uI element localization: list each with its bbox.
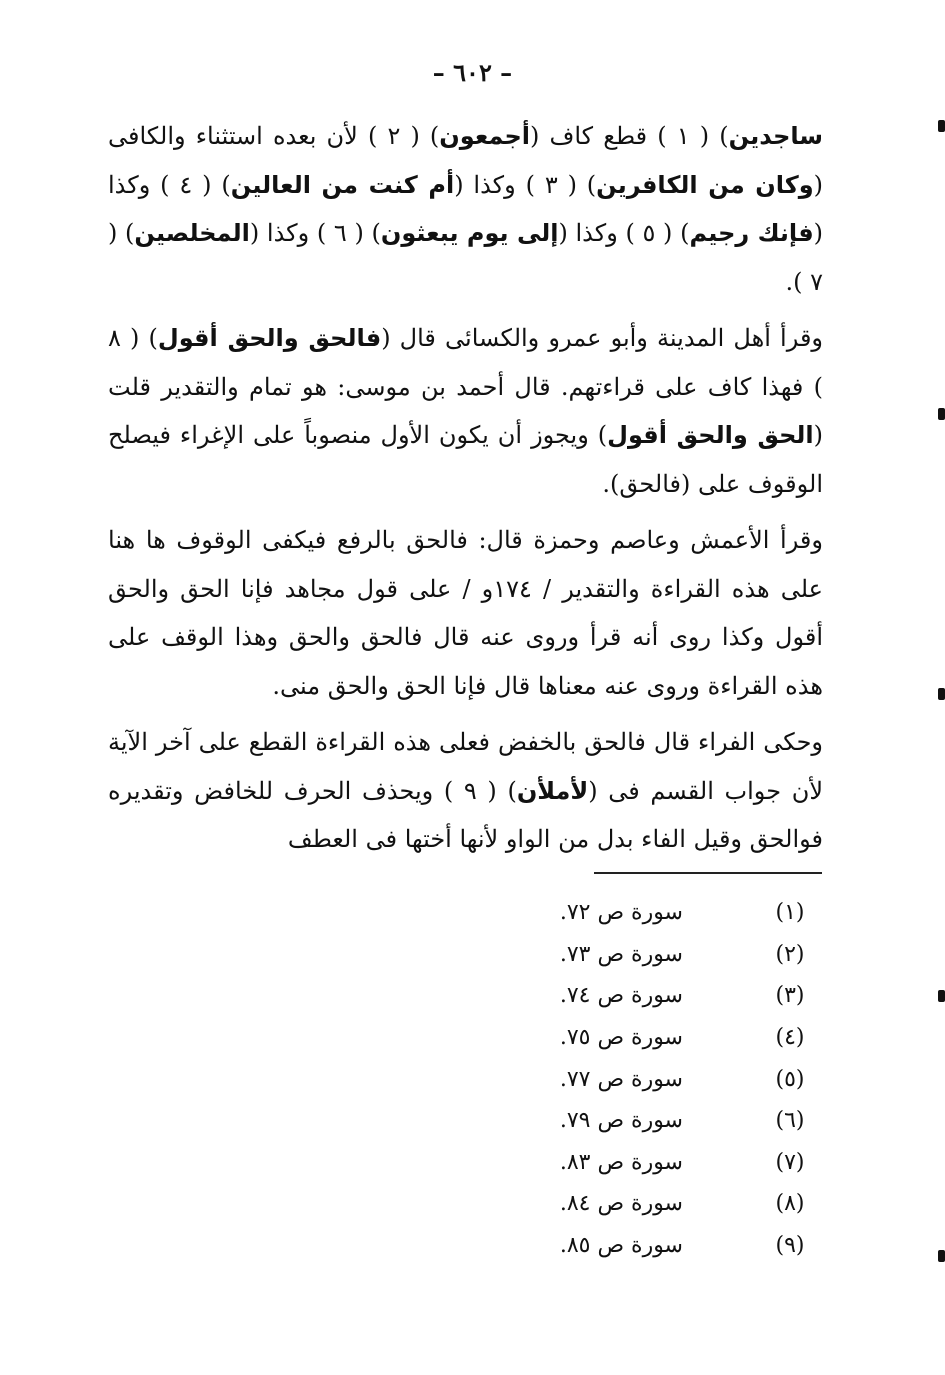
page-number: – ٦٠٢ – [432, 58, 513, 87]
text-run: ) ( ٨ ) فهذا كاف على قراءتهم. قال أحمد بن موسى: هو تمام والتقدير قلت ( [108, 324, 823, 449]
quranic-phrase: فالحق والحق أقول [157, 324, 382, 352]
text-run: وقرأ الأعمش وعاصم وحمزة قال: فالحق بالرفع فيكفى الوقوف ها هنا على هذه القراءة والتقدير / ١٧٤و / على قول مجاهد فإنا الحق والحق أقول وكذا روى أنه قرأ وروى عنه قال فالحق والحق وهذا الوقف على هذه القراءة وروى عنه معناها قال فإنا الحق والحق منى. [108, 526, 823, 700]
footnote [520, 1183, 825, 1225]
text-run: ) ( ٣ ) وكذا ( [454, 170, 597, 199]
footnote-number: (٨) [775, 1191, 805, 1217]
quranic-phrase: وكان من الكافرين [596, 170, 814, 199]
footnote-number: (٧) [775, 1149, 805, 1175]
footnote-text: سورة ص ٨٣. [559, 1149, 683, 1175]
scan-edge-mark [938, 688, 945, 700]
quranic-phrase: ساجدين [728, 122, 824, 150]
footnote [520, 1225, 825, 1267]
footnote-divider [594, 872, 822, 874]
footnote-text: سورة ص ٨٤. [559, 1191, 683, 1217]
footnote-number: (٣) [775, 983, 805, 1009]
footnote-number: (٢) [775, 941, 805, 967]
footnote-number: (١) [775, 900, 805, 926]
footnote-text: سورة ص ٧٢. [559, 900, 683, 926]
quranic-phrase: لأملأن [516, 776, 589, 805]
footnote-number: (٩) [775, 1233, 805, 1259]
footnote-text: سورة ص ٧٩. [559, 1108, 683, 1134]
footnote [520, 1142, 825, 1184]
text-run: ) ( ٧ ). [108, 219, 823, 296]
quranic-phrase: فإنك رجيم [689, 219, 814, 247]
footnote-text: سورة ص ٧٧. [559, 1066, 683, 1092]
text-run: وقرأ أهل المدينة وأبو عمرو والكسائى قال ( [381, 324, 824, 352]
footnote-number: (٥) [775, 1066, 805, 1092]
text-run: ) ( ٩ ) ويحذف الحرف للخافض وتقديره فوالحق وقيل الفاء بدل من الواو لأنها أختها فى العطف [108, 776, 823, 853]
main-text [108, 112, 823, 864]
paragraph [108, 112, 823, 306]
quranic-phrase: الحق والحق أقول [607, 421, 814, 449]
scan-edge-mark [938, 408, 945, 420]
paragraph [108, 516, 823, 710]
footnote [520, 892, 825, 934]
footnote [520, 975, 825, 1017]
footnote-text: سورة ص ٧٤. [559, 983, 683, 1009]
text-run: ) ( ٤ ) وكذا ( [108, 170, 824, 247]
footnotes [520, 892, 825, 1266]
text-run: ) ( ٢ ) لأن بعده استثناء والكافى ( [108, 122, 824, 199]
text-run: ) ( ٦ ) وكذا ( [249, 219, 381, 247]
text-run: ) ( ١ ) قطع كاف ( [530, 122, 729, 150]
footnote [520, 1017, 825, 1059]
footnote-text: سورة ص ٧٣. [559, 941, 683, 967]
footnote-number: (٤) [775, 1025, 805, 1051]
scan-edge-mark [938, 120, 945, 132]
scan-edge-mark [938, 990, 945, 1002]
footnote-text: سورة ص ٧٥. [559, 1025, 683, 1051]
scan-edge-mark [938, 1250, 945, 1262]
footnote-number: (٦) [775, 1108, 805, 1134]
quranic-phrase: المخلصين [134, 219, 250, 247]
footnote [520, 934, 825, 976]
text-run: ) ( ٥ ) وكذا ( [558, 219, 690, 247]
footnote [520, 1100, 825, 1142]
text-run: ) ويجوز أن يكون الأول منصوباً على الإغراء فيصلح الوقوف على (فالحق). [108, 421, 823, 498]
footnote [520, 1058, 825, 1100]
paragraph [108, 718, 823, 864]
quranic-phrase: أم كنت من العالين [230, 170, 455, 199]
paragraph [108, 314, 823, 508]
text-run: وحكى الفراء قال فالحق بالخفض فعلى هذه القراءة القطع على آخر الآية لأن جواب القسم فى ( [108, 728, 824, 805]
quranic-phrase: إلى يوم يبعثون [380, 219, 559, 247]
footnote-text: سورة ص ٨٥. [559, 1233, 683, 1259]
quranic-phrase: أجمعون [439, 122, 530, 150]
